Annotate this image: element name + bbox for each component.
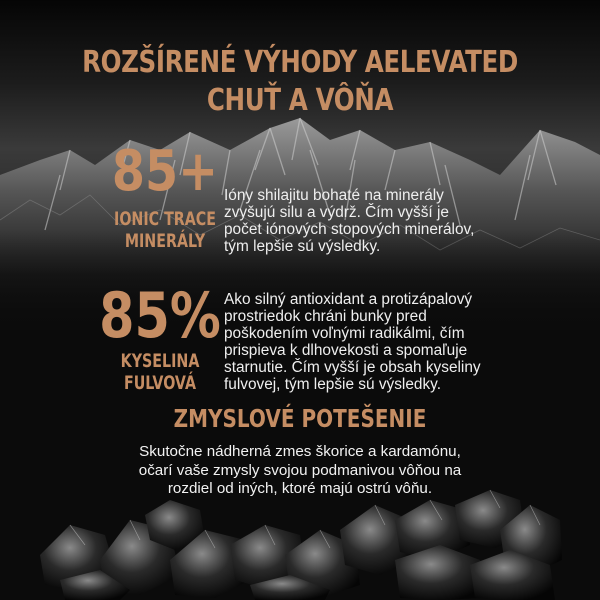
stat-value-fulvic: 85% — [99, 279, 221, 352]
desc-line: starnutie. Čím vyšší je obsah kyseliny — [224, 359, 481, 376]
stat-label-fulvic-line-1: KYSELINA — [120, 350, 200, 372]
desc-line: počet iónových stopových minerálov, — [224, 221, 475, 238]
desc-line: zvyšujú silu a výdrž. Čím vyšší je — [224, 204, 449, 221]
stat-value-minerals: 85+ — [111, 139, 219, 204]
desc-line: prostriedok chráni bunky pred — [224, 308, 427, 325]
page-title-line-1: ROZŠÍRENÉ VÝHODY AELEVATED — [82, 45, 518, 80]
page-title-line-2: CHUŤ A VÔŇA — [206, 83, 394, 118]
desc-line: Ako silný antioxidant a protizápalový — [224, 291, 473, 308]
stat-label-fulvic-line-2: FULVOVÁ — [123, 372, 197, 394]
body-line: rozdiel od iných, ktoré majú ostrú vôňu. — [167, 480, 433, 497]
body-line: očarí vaše zmysly svojou podmanivou vôňou na — [138, 461, 462, 479]
stat-label-minerals — [113, 208, 218, 252]
desc-line: prispieva k dlhovekosti a spomaľuje — [224, 342, 468, 359]
stat-description-minerals — [224, 187, 484, 255]
stat-label-minerals-line-1: IONIC TRACE — [114, 208, 216, 230]
sensory-heading: ZMYSLOVÉ POTEŠENIE — [173, 404, 427, 433]
desc-line: fulvovej, tým lepšie sú výsledky. — [224, 376, 441, 393]
stat-label-fulvic — [108, 350, 213, 394]
desc-line: poškodením voľnými radikálmi, čím — [224, 325, 465, 342]
stat-description-fulvic — [224, 291, 504, 393]
body-line: Skutočne nádherná zmes škorice a kardamónu, — [139, 443, 461, 460]
page-title — [54, 44, 546, 120]
stat-label-minerals-line-2: MINERÁLY — [124, 230, 206, 252]
desc-line: tým lepšie sú výsledky. — [224, 238, 381, 255]
sensory-body — [120, 443, 480, 499]
desc-line: Ióny shilajitu bohaté na minerály — [224, 187, 444, 204]
